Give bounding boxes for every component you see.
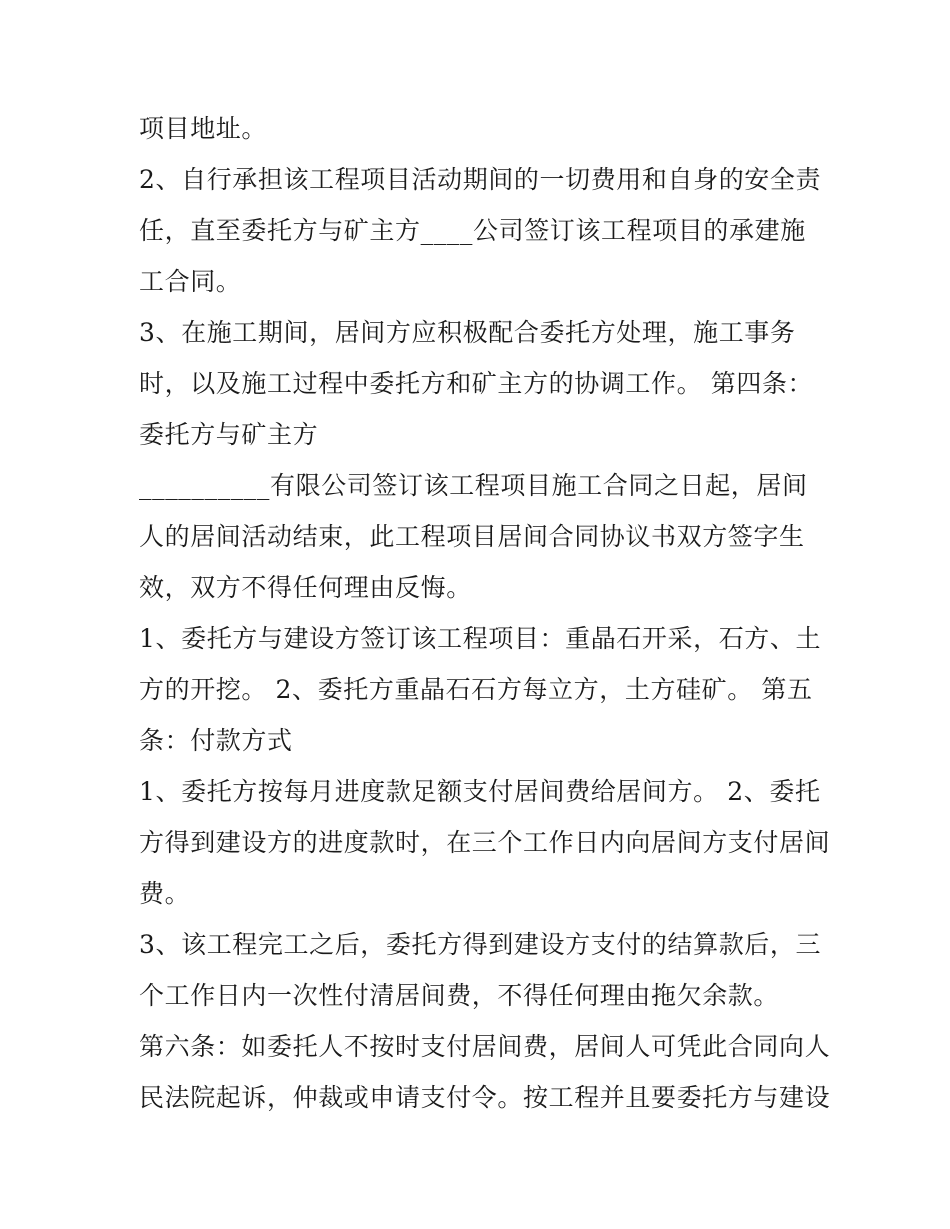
- text-line: __________有限公司签订该工程项目施工合同之日起，居间: [139, 471, 808, 500]
- text-line: 工合同。: [139, 267, 242, 296]
- text-line: 1、委托方与建设方签订该工程项目：重晶石开采，石方、土: [139, 624, 822, 653]
- text-line: 第六条：如委托人不按时支付居间费，居间人可凭此合同向人: [139, 1032, 831, 1061]
- text-line: 方的开挖。 2、委托方重晶石石方每立方，土方硅矿。 第五: [139, 675, 813, 704]
- contract-text: [139, 110, 829, 1130]
- text-line: 个工作日内一次性付清居间费，不得任何理由拖欠余款。: [139, 981, 780, 1010]
- text-line: 任，直至委托方与矿主方____公司签订该工程项目的承建施: [139, 216, 806, 245]
- text-line: 条：付款方式: [139, 726, 293, 755]
- text-line: 效，双方不得任何理由反悔。: [139, 573, 472, 602]
- text-line: 1、委托方按每月进度款足额支付居间费给居间方。 2、委托: [139, 777, 821, 806]
- text-line: 委托方与矿主方: [139, 420, 319, 449]
- text-line: 时，以及施工过程中委托方和矿主方的协调工作。 第四条：: [139, 369, 814, 398]
- text-line: 方得到建设方的进度款时，在三个工作日内向居间方支付居间: [139, 828, 831, 857]
- text-line: 3、在施工期间，居间方应积极配合委托方处理，施工事务: [139, 318, 796, 347]
- text-line: 项目地址。: [139, 114, 268, 143]
- text-line: 2、自行承担该工程项目活动期间的一切费用和自身的安全责: [139, 165, 822, 194]
- text-line: 3、该工程完工之后，委托方得到建设方支付的结算款后，三: [139, 930, 822, 959]
- text-line: 人的居间活动结束，此工程项目居间合同协议书双方签字生: [139, 522, 805, 551]
- text-line: 民法院起诉，仲裁或申请支付令。按工程并且要委托方与建设: [139, 1083, 831, 1112]
- text-line: 费。: [139, 879, 191, 908]
